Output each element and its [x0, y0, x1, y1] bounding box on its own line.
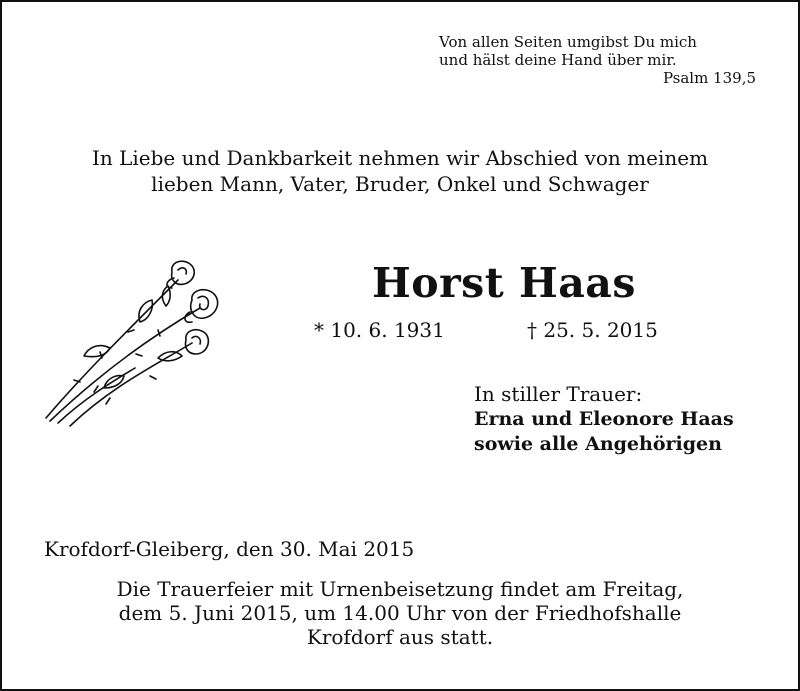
psalm-reference: Psalm 139,5	[662, 69, 756, 87]
intro-line-2: lieben Mann, Vater, Bruder, Onkel und Schwager	[151, 172, 649, 196]
psalm-line-1: Von allen Seiten umgibst Du mich	[439, 33, 697, 51]
ceremony-line-2: dem 5. Juni 2015, um 14.00 Uhr von der Friedhofshalle	[118, 601, 682, 625]
death-date: † 25. 5. 2015	[527, 318, 658, 342]
ceremony-line-1: Die Trauerfeier mit Urnenbeisetzung findet am Freitag,	[116, 577, 684, 601]
farewell-intro	[0, 145, 800, 197]
mourners-block	[474, 381, 734, 457]
intro-line-1: In Liebe und Dankbarkeit nehmen wir Abschied von meinem	[91, 146, 709, 170]
mourners-line-2: sowie alle Angehörigen	[474, 433, 722, 455]
ceremony-info	[0, 577, 800, 649]
ceremony-line-3: Krofdorf aus statt.	[306, 625, 494, 649]
mourning-label: In stiller Trauer:	[474, 382, 643, 406]
psalm-line-2: und hälst deine Hand über mir.	[439, 51, 677, 69]
birth-date: * 10. 6. 1931	[314, 318, 445, 342]
place-and-date: Krofdorf-Gleiberg, den 30. Mai 2015	[44, 537, 415, 561]
deceased-name: Horst Haas	[372, 259, 636, 307]
psalm-quote	[396, 33, 756, 87]
mourners-line-1: Erna und Eleonore Haas	[474, 408, 734, 430]
roses-illustration-icon	[40, 258, 230, 428]
